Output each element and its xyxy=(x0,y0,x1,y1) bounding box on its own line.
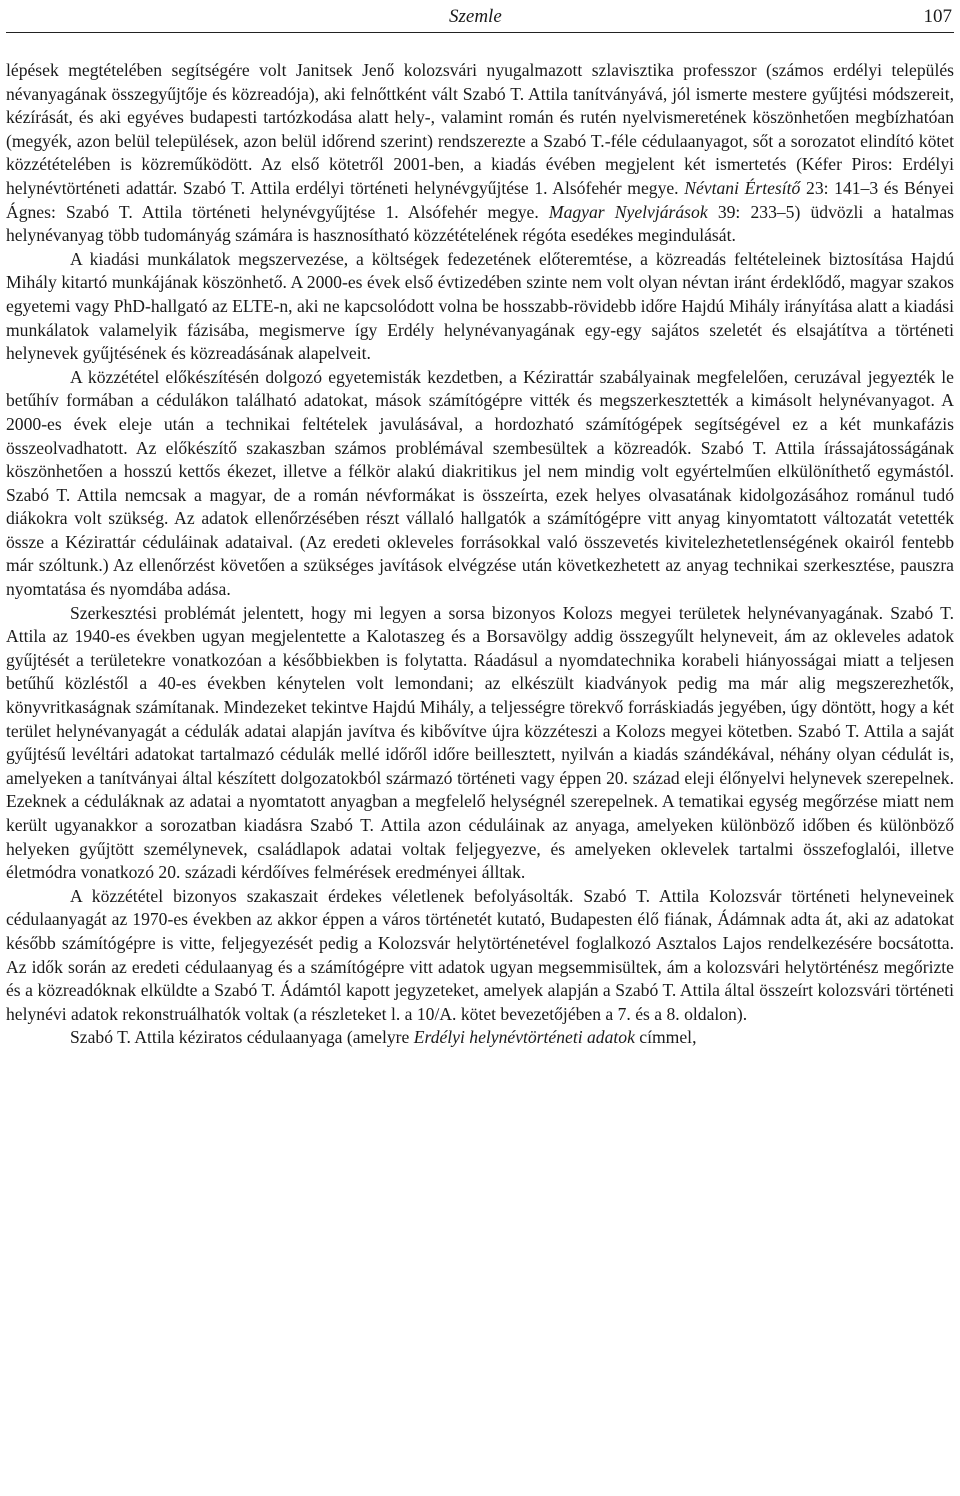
text-run: címmel, xyxy=(634,1027,697,1048)
paragraph xyxy=(6,885,954,1027)
text-run: Szabó T. Attila kéziratos cédulaanyaga (amelyre xyxy=(70,1027,414,1048)
paragraph xyxy=(6,59,954,248)
article-body xyxy=(6,59,954,1050)
text-run: A közzététel bizonyos szakaszait érdekes véletlenek befolyásolták. Szabó T. Attila Kolozsvár történeti helyneveinek cédulaanyagát az 1970-es években az akkor éppen a város történetét kutató, Budapesten élő fiának, Ádámnak adta át, aki az adatokat később számítógépre is vitte, feljegyezését pedig a Kolozsvár helytörténetével foglalkozó Asztalos Lajos rendelkezésére bocsátotta. Az idők során az eredeti cédulaanyag és a számítógépre vitt adatok ugyan megsemmisültek, ám a kolozsvári helytörténész megőrizte és a közreadóknak elküldte a Szabó T. Ádámtól kapott jegyzeteket, amelyek alapján a Szabó T. Attila által összeírt kolozsvári történeti helynévi adatok rekonstruálhatók voltak (a részleteket l. a 10/A. kötet bevezetőjében a 7. és a 8. oldalon). xyxy=(6,885,954,1024)
text-run: 39: 233–5) üdvözli a hatalmas helynévanyag több tudományág számára is hasznosítható közzétételének régóta esedékes megindulását. xyxy=(6,201,954,246)
text-run: 23: 141–3 és Bényei Ágnes: Szabó T. Attila történeti helynévgyűjtése 1. Alsófehér megye. xyxy=(6,177,954,222)
italic-title: Magyar Nyelvjárások xyxy=(548,201,708,222)
page-number: 107 xyxy=(923,6,952,27)
paragraph xyxy=(6,248,954,366)
paragraph xyxy=(6,602,954,885)
italic-title: Névtani Értesítő xyxy=(684,177,801,198)
text-run: A kiadási munkálatok megszervezése, a költségek fedezetének előteremtése, a közreadás feltételeinek biztosítása Hajdú Mihály kitartó munkájának köszönhető. A 2000-es évek első évtizedében szinte nem volt olyan névtan iránt érdeklődő, magyar szakos egyetemi vagy PhD-hallgató az ELTE-n, aki ne kapcsolódott volna be hosszabb-rövidebb időre Hajdú Mihály irányítása alatt a kiadási munkálatok valamelyik fázisába, megismerve így Erdély helynévanyagának egy-egy sajátos szeletét és elsajátítva a történeti helynevek gyűjtésének és közreadásának alapelveit. xyxy=(6,248,954,364)
italic-title: Erdélyi helynévtörténeti adatok xyxy=(413,1027,635,1048)
text-run: A közzététel előkészítésén dolgozó egyetemisták kezdetben, a Kézirattár szabályainak megfelelően, ceruzával jegyezték le betűhív formában a cédulákon található adatokat, mások számítógépre vitték és megszerkesztették a kimásolt helynévanyagot. A 2000-es évek eleje után a technikai feltételek javulásával, a hordozható számítógépek segítségével ez a két munkafázis összeolvadhatott. Az előkészítő szakaszban számos problémával szembesültek a közreadók. Szabó T. Attila írássajátosságának köszönhetően a hosszú kettős ékezet, illetve a félkör alakú diakritikus jel nem mindig volt egyértelműen elkülöníthető egymástól. Szabó T. Attila nemcsak a magyar, de a román névformákat is összeírta, ezek helyes olvasatának kidolgozásához románul tudó diákokra volt szükség. Az adatok ellenőrzésében részt vállaló hallgatók a számítógépre vitt anyag kinyomtatott változatát vetették össze a Kézirattár céduláinak adataival. (Az eredeti okleveles forrásokkal való összevetés kivitelezhetetlenségének okairól fentebb már szóltunk.) Az ellenőrzést követően a szükséges javítások elvégzése után következhetett az anyag technikai szerkesztése, pauszra nyomtatása és nyomdába adása. xyxy=(6,366,954,600)
text-run: Szerkesztési problémát jelentett, hogy mi legyen a sorsa bizonyos Kolozs megyei területek helynévanyagának. Szabó T. Attila az 1940-es években ugyan megjelentette a Kalotaszeg és a Borsavölgy addig összegyűlt helyneveit, ám az okleveles adatok gyűjtését a területekre vonatkozóan a későbbiekben is folytatta. Ráadásul a nyomdatechnika korabeli hiányosságai miatt a teljesen betűhű közléstől a 40-es években kénytelen volt lemondani; az elkészült kiadványok pedig ma már alig megszerezhetők, könyvritkaságnak számítanak. Mindezeket tekintve Hajdú Mihály, a teljességre törekvő forráskiadás jegyében, úgy döntött, hogy a két terület helynévanyagát a cédulák adatai alapján javítva és kibővítve újra közzéteszi a Kolozs megyei kötetben. Szabó T. Attila a saját gyűjtésű levéltári adatokat tartalmazó cédulák mellé időről időre beillesztett, nyilván a kiadás szándékával, néhány olyan cédulát is, amelyeken a tanítványai által készített dolgozatokból származó történeti vagy éppen 20. század eleji élőnyelvi helynevek szerepelnek. Ezeknek a céduláknak az adatai a nyomtatott anyagban a megfelelő helységnél szerepelnek. A tematikai egység megőrzése miatt nem került ugyanakkor a sorozatban kiadásra Szabó T. Attila azon céduláinak az anyaga, amelyeken különböző időben és különböző helyeken gyűjtött személynevek, családlapok adatai voltak feljegyezve, és amelyeken oklevelek tartalmi összefoglalói, illetve életmódra vonatkozó 20. századi kérdőíves felmérések eredményei álltak. xyxy=(6,602,954,883)
section-title: Szemle xyxy=(449,6,502,27)
paragraph xyxy=(6,1026,954,1050)
running-head xyxy=(6,0,954,33)
text-run: lépések megtételében segítségére volt Janitsek Jenő kolozsvári nyugalmazott szlavisztika professzor (számos erdélyi település névanyagának összegyűjtője és közreadója), aki felnőttként vált Szabó T. Attila tanítványává, jól ismerte mestere gyűjtési módszereit, kézírását, és aki egyéves budapesti tartózkodása alatt hely-, valamint román és rutén nyelvismeretének köszönhetően megbízhatóan (megyék, azon belül települések, azon belül időrend szerint) rendszerezte a Szabó T.-féle cédulaanyagot, sőt a sorozatot elindító kötet közzétételében is közreműködött. Az első kötetről 2001-ben, a kiadás évében megjelent két ismertetés (Kéfer Piros: Erdélyi helynévtörténeti adattár. Szabó T. Attila erdélyi történeti helynévgyűjtése 1. Alsófehér megye. xyxy=(6,60,954,198)
paragraph xyxy=(6,366,954,602)
